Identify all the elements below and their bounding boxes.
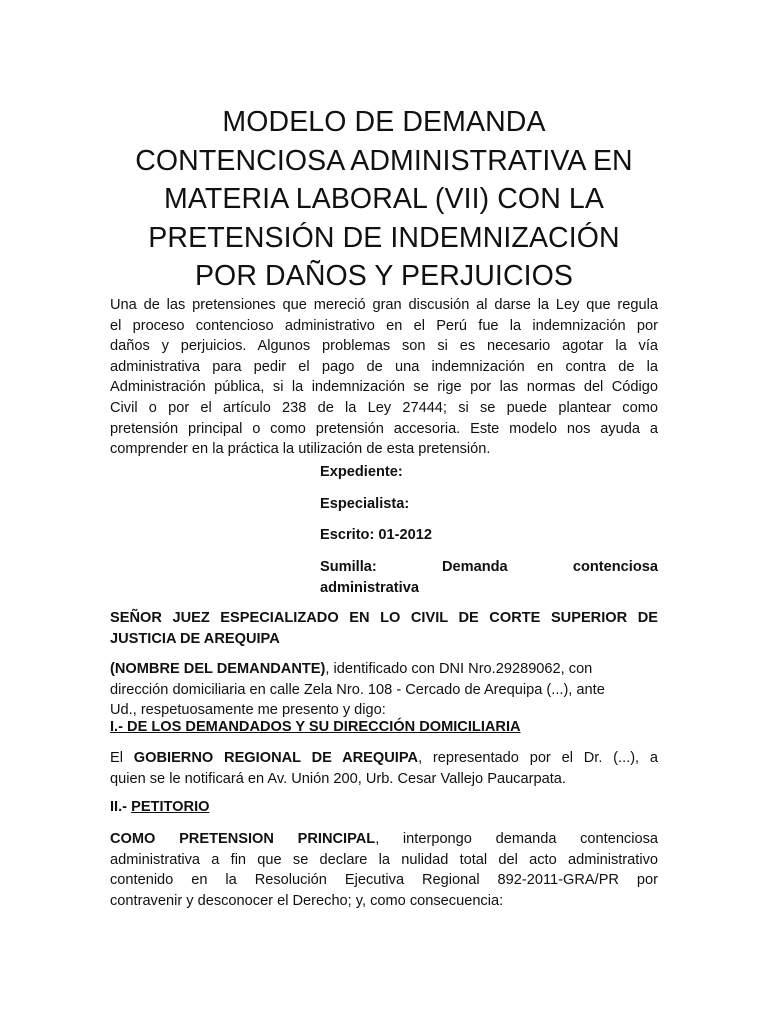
- intro-line: el proceso contencioso administrativo en el Perú fue la indemnización por: [110, 317, 658, 334]
- intro-line: daños y perjuicios. Algunos problemas son si es necesario agotar la vía: [110, 338, 658, 355]
- petitorio-line: [110, 829, 658, 850]
- section-number: II.-: [110, 799, 132, 815]
- petitorio-paragraph: [110, 829, 658, 911]
- defendant-name: GOBIERNO REGIONAL DE AREQUIPA: [133, 750, 419, 766]
- intro-paragraph: [110, 295, 658, 460]
- presentation-line: dirección domiciliaria en calle Zela Nro. 108 - Cercado de Arequipa (...), ante: [110, 681, 605, 698]
- presentation-text: , identificado con DNI Nro.29289062, con: [325, 661, 593, 677]
- title-line: MATERIA LABORAL (VII) CON LA: [164, 183, 604, 215]
- petitorio-line: administrativa a fin que se declare la nulidad total del acto administrativo: [110, 851, 658, 868]
- section-heading-demandados: I.- DE LOS DEMANDADOS Y SU DIRECCIÓN DOMICILIARIA: [110, 719, 521, 735]
- defendant-prefix: El: [110, 750, 134, 766]
- defendant-line: quien se le notificará en Av. Unión 200, Urb. Cesar Vallejo Paucarpata.: [110, 770, 566, 787]
- presentation-paragraph: [110, 659, 658, 721]
- title-line: PRETENSIÓN DE INDEMNIZACIÓN: [148, 221, 620, 254]
- presentation-line: [110, 659, 658, 680]
- intro-line: Una de las pretensiones que mereció gran discusión al darse la Ley que regula: [110, 297, 658, 313]
- title-line: CONTENCIOSA ADMINISTRATIVA EN: [135, 144, 633, 177]
- intro-line: comprender en la práctica la utilización de esta pretensión.: [110, 441, 491, 458]
- sumilla-field: [320, 557, 658, 598]
- plaintiff-name: (NOMBRE DEL DEMANDANTE): [110, 661, 326, 677]
- sumilla-row: [320, 557, 658, 578]
- sumilla-word: Demanda: [441, 559, 508, 575]
- petitorio-lead: COMO PRETENSION PRINCIPAL: [110, 831, 376, 847]
- title-line: MODELO DE DEMANDA: [222, 106, 546, 138]
- section-heading-petitorio: [110, 797, 658, 818]
- presentation-line: Ud., respetuosamente me presento y digo:: [110, 702, 386, 719]
- intro-line: pretensión principal o como pretensión accesoria. Este modelo nos ayuda a: [110, 420, 658, 437]
- document-title: [100, 103, 668, 296]
- escrito-field: Escrito: 01-2012: [320, 527, 432, 543]
- sumilla-word: contenciosa: [572, 559, 658, 575]
- expediente-field: Expediente:: [320, 464, 403, 480]
- petitorio-text: , interpongo demanda contenciosa: [375, 831, 658, 847]
- especialista-field: Especialista:: [320, 496, 410, 512]
- defendant-paragraph: [110, 748, 658, 789]
- sumilla-line: administrativa: [320, 579, 419, 596]
- petitorio-line: contenido en la Resolución Ejecutiva Regional 892-2011-GRA/PR por: [110, 872, 658, 889]
- intro-line: Administración pública, si la indemnización se rige por las normas del Código: [110, 379, 658, 396]
- addressee: [110, 608, 658, 649]
- section-title: PETITORIO: [131, 799, 210, 815]
- defendant-text: , representado por el Dr. (...), a: [418, 750, 659, 766]
- intro-line: administrativa para pedir el pago de una indemnización en contra de la: [110, 358, 658, 375]
- defendant-line: [110, 748, 658, 769]
- sumilla-label: Sumilla:: [320, 559, 377, 575]
- addressee-line: SEÑOR JUEZ ESPECIALIZADO EN LO CIVIL DE CORTE SUPERIOR DE: [110, 610, 658, 626]
- petitorio-line: contravenir y desconocer el Derecho; y, como consecuencia:: [110, 892, 504, 909]
- title-line: POR DAÑOS Y PERJUICIOS: [194, 260, 574, 292]
- intro-line: Civil o por el artículo 238 de la Ley 27444; si se puede plantear como: [110, 399, 658, 416]
- addressee-line: JUSTICIA DE AREQUIPA: [110, 630, 280, 647]
